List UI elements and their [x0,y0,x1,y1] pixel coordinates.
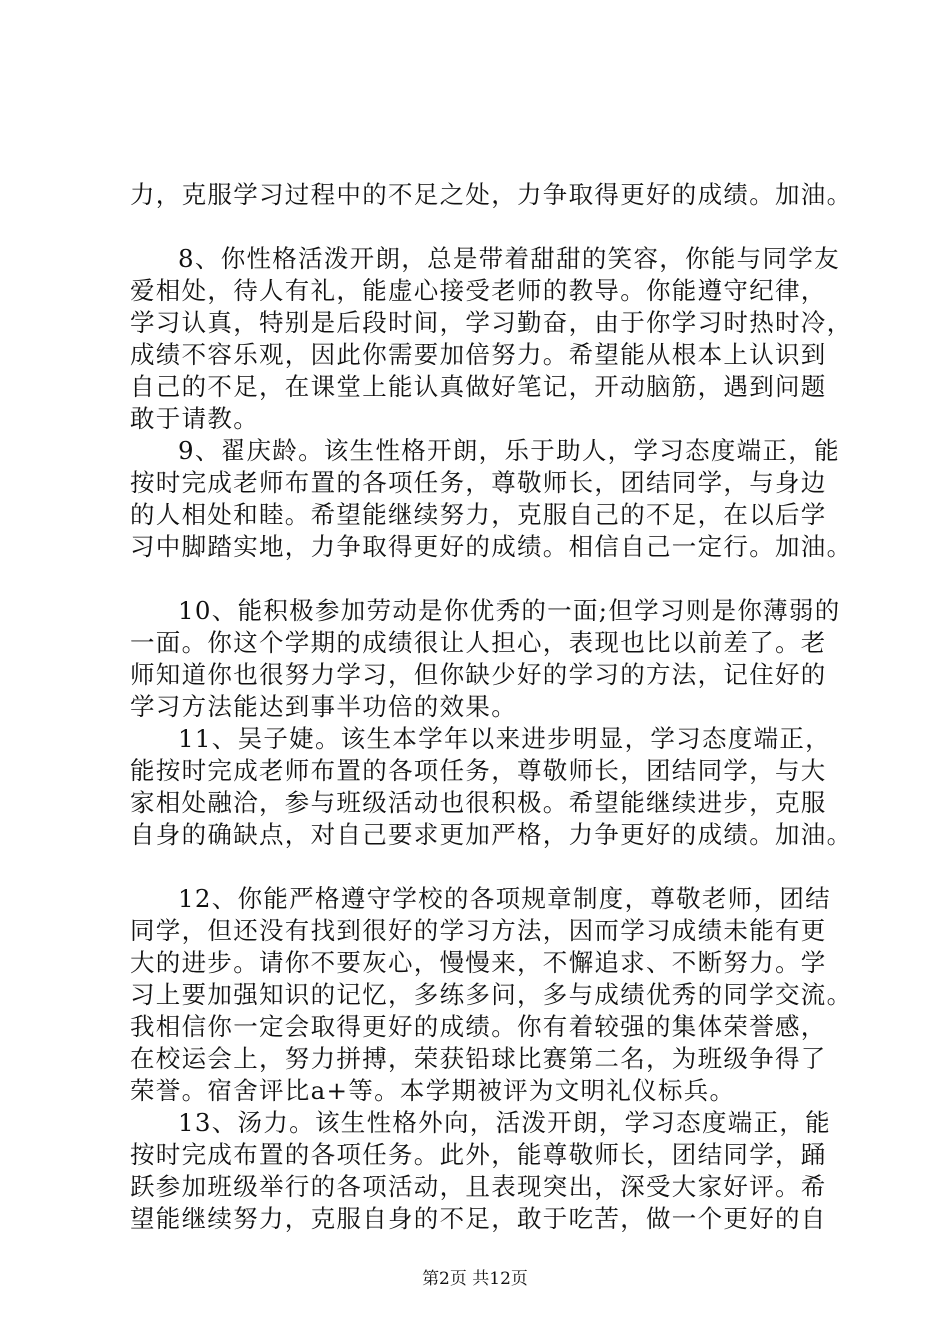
paragraph-line: 学习方法能达到事半功倍的效果。 [130,692,517,721]
paragraph-line: 同学，但还没有找到很好的学习方法，因而学习成绩未能有更 [130,916,827,945]
paragraph-line: 大的进步。请你不要灰心，慢慢来，不懈追求、不断努力。学 [130,948,827,977]
paragraph-line: 9、翟庆龄。该生性格开朗，乐于助人，学习态度端正，能 [178,436,840,465]
paragraph-line: 习中脚踏实地，力争取得更好的成绩。相信自己一定行。加油。 [130,532,853,561]
paragraph-line: 13、汤力。该生性格外向，活泼开朗，学习态度端正，能 [178,1108,831,1137]
paragraph-line: 敢于请教。 [130,404,259,433]
paragraph-line: 爱相处，待人有礼，能虚心接受老师的教导。你能遵守纪律， [130,276,827,305]
paragraph-line: 家相处融洽，参与班级活动也很积极。希望能继续进步，克服 [130,788,827,817]
paragraph-line: 8、你性格活泼开朗，总是带着甜甜的笑容，你能与同学友 [178,244,840,273]
page-number-footer: 第2页 共12页 [422,1269,528,1289]
paragraph-line: 在校运会上，努力拼搏，荣获铅球比赛第二名，为班级争得了 [130,1044,827,1073]
paragraph-line: 能按时完成老师布置的各项任务，尊敬师长，团结同学，与大 [130,756,827,785]
paragraph-line: 的人相处和睦。希望能继续努力，克服自己的不足，在以后学 [130,500,827,529]
paragraph-line: 11、吴子婕。该生本学年以来进步明显，学习态度端正， [178,724,831,753]
paragraph-line: 成绩不容乐观，因此你需要加倍努力。希望能从根本上认识到 [130,340,827,369]
paragraph-line: 力，克服学习过程中的不足之处，力争取得更好的成绩。加油。 [130,180,853,209]
paragraph-line: 自身的确缺点，对自己要求更加严格，力争更好的成绩。加油。 [130,820,853,849]
paragraph-line: 习上要加强知识的记忆，多练多问，多与成绩优秀的同学交流。 [130,980,853,1009]
paragraph-line: 我相信你一定会取得更好的成绩。你有着较强的集体荣誉感， [130,1012,827,1041]
paragraph-line: 12、你能严格遵守学校的各项规章制度，尊敬老师，团结 [178,884,831,913]
paragraph-line: 10、能积极参加劳动是你优秀的一面;但学习则是你薄弱的 [178,596,841,625]
paragraph-line: 学习认真，特别是后段时间，学习勤奋，由于你学习时热时冷， [130,308,853,337]
paragraph-line: 按时完成布置的各项任务。此外，能尊敬师长，团结同学，踊 [130,1140,827,1169]
paragraph-line: 自己的不足，在课堂上能认真做好笔记，开动脑筋，遇到问题 [130,372,827,401]
paragraph-line: 荣誉。宿舍评比a+等。本学期被评为文明礼仪标兵。 [130,1076,736,1105]
paragraph-line: 望能继续努力，克服自身的不足，敢于吃苦，做一个更好的自 [130,1204,827,1233]
paragraph-line: 按时完成老师布置的各项任务，尊敬师长，团结同学，与身边 [130,468,827,497]
paragraph-line: 师知道你也很努力学习，但你缺少好的学习的方法，记住好的 [130,660,827,689]
paragraph-line: 跃参加班级举行的各项活动，且表现突出，深受大家好评。希 [130,1172,827,1201]
paragraph-line: 一面。你这个学期的成绩很让人担心，表现也比以前差了。老 [130,628,827,657]
